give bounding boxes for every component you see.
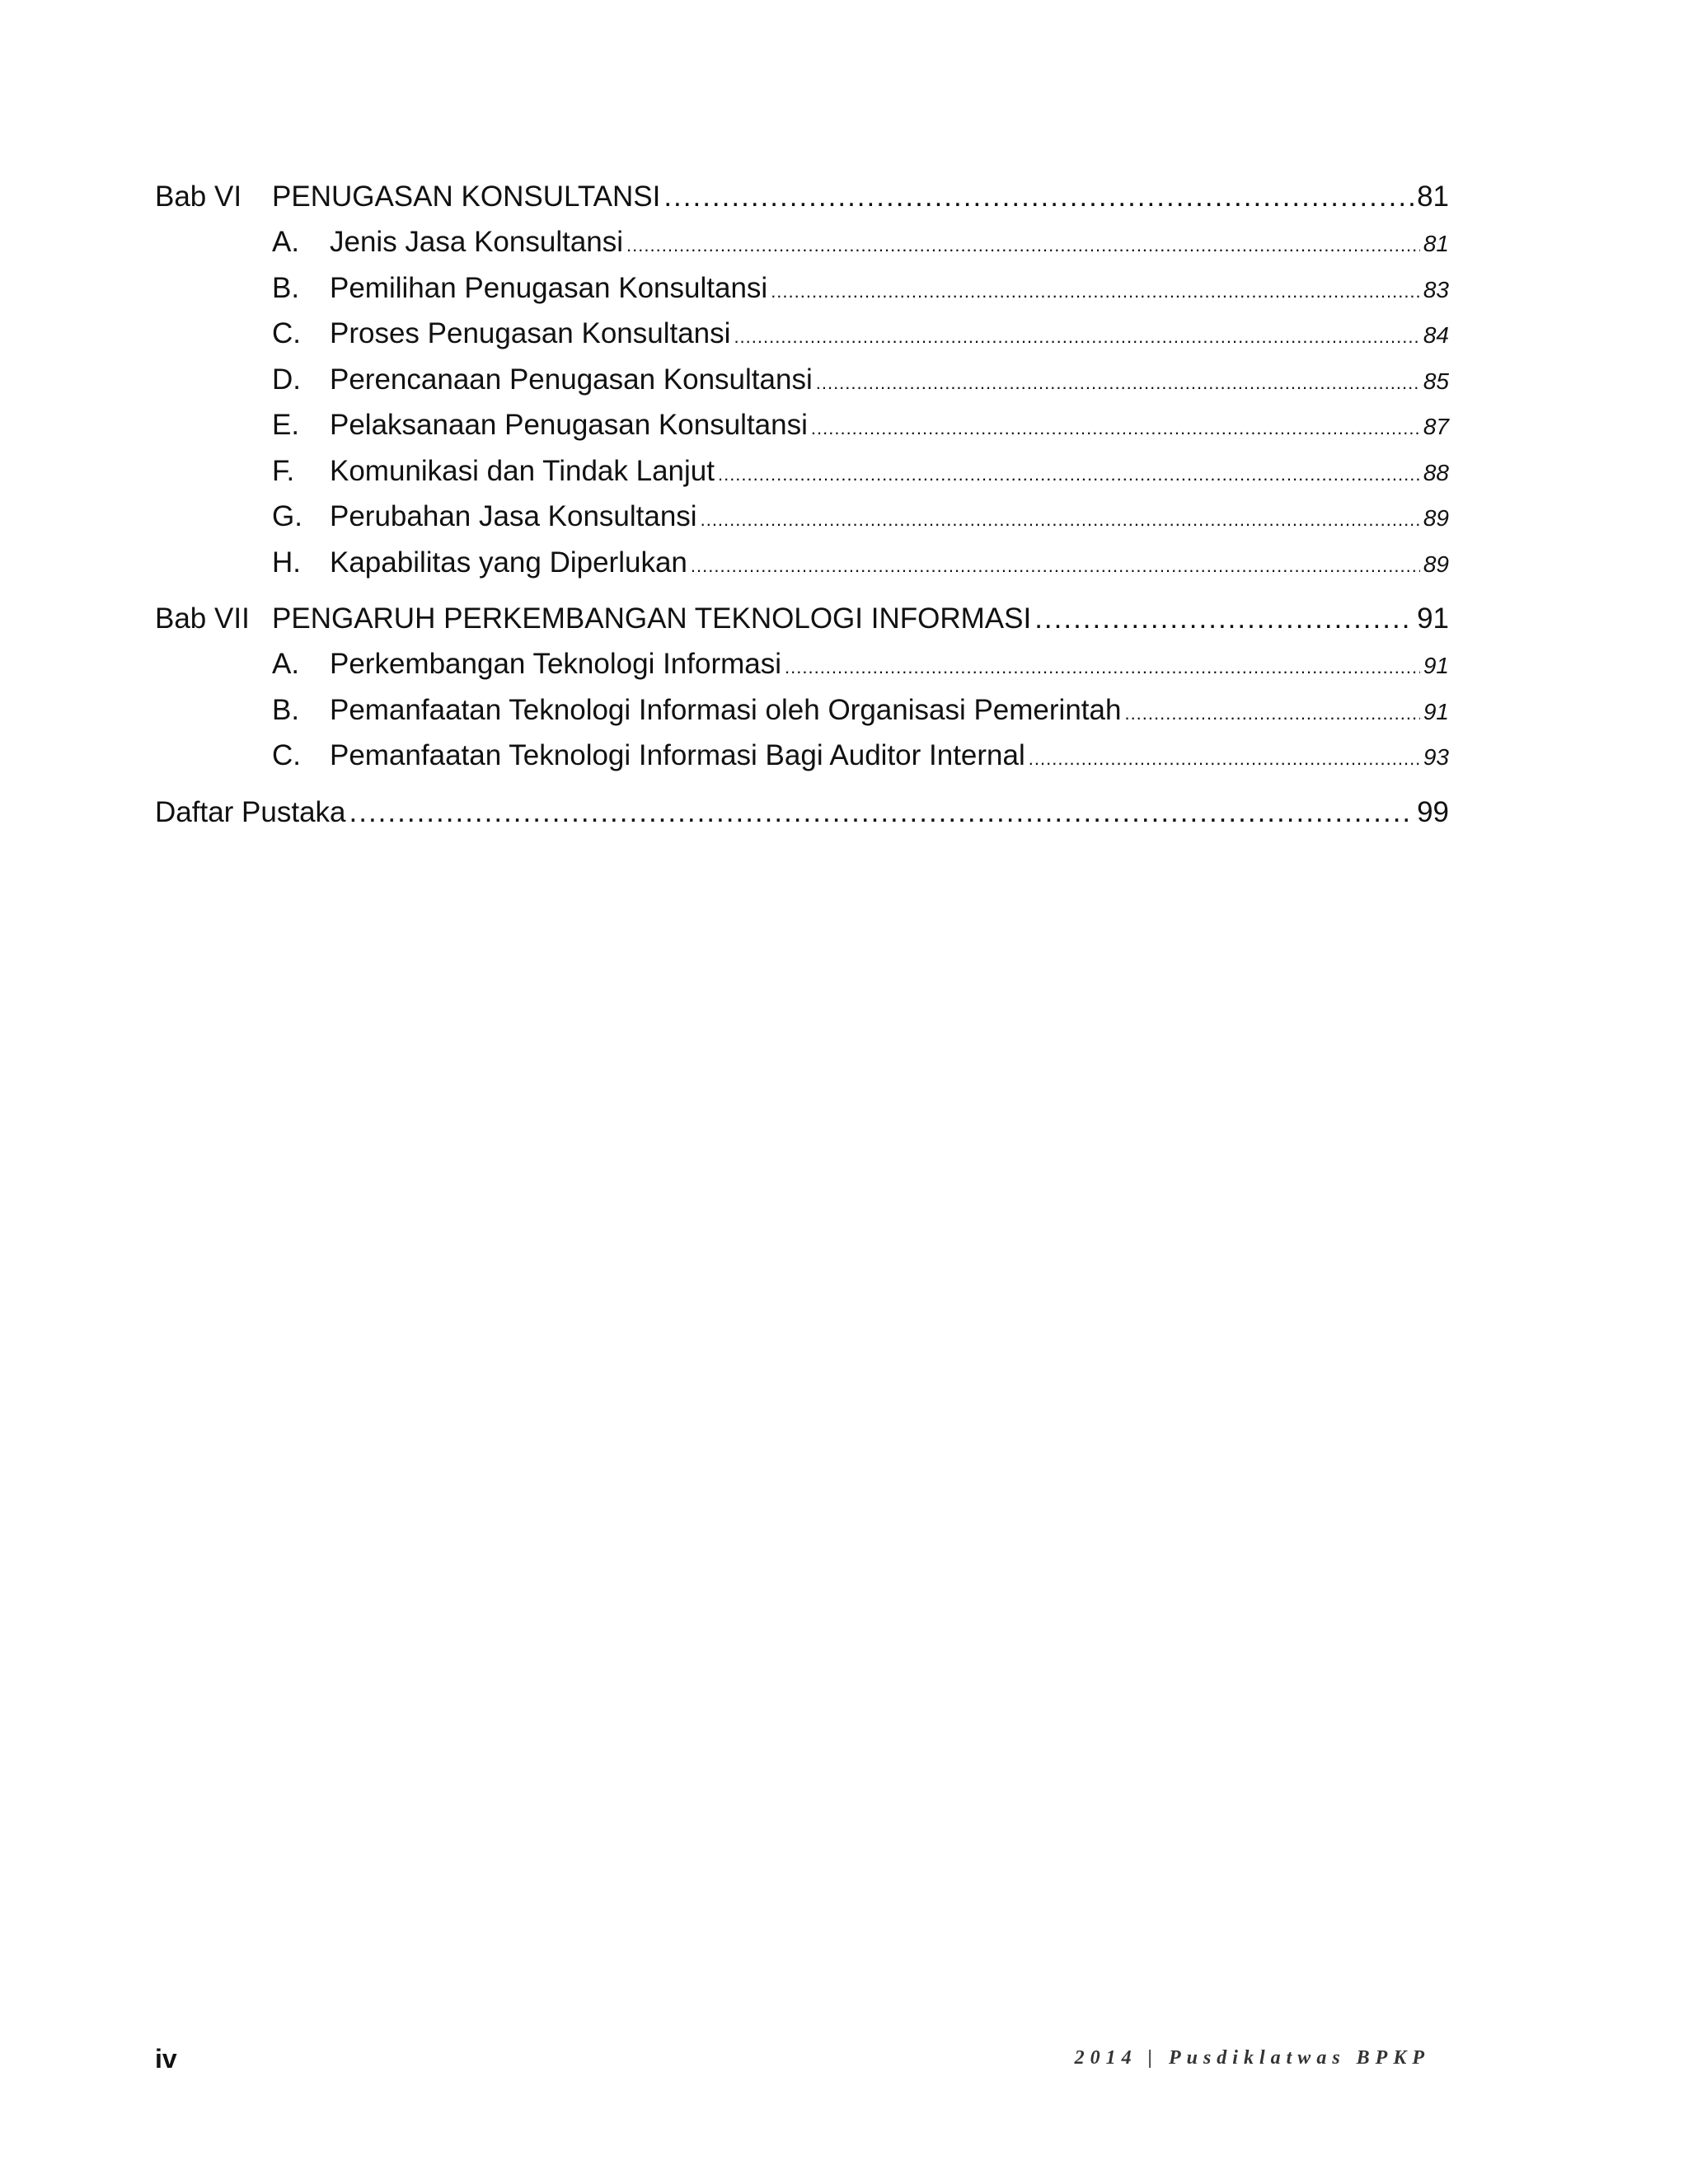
section-letter: G. bbox=[272, 500, 302, 532]
chapter-title: PENGARUH PERKEMBANGAN TEKNOLOGI INFORMASI bbox=[272, 602, 1032, 635]
section-title: Komunikasi dan Tindak Lanjut bbox=[330, 454, 715, 487]
toc-section-row[interactable] bbox=[155, 448, 1449, 494]
chapter-label: Bab VI bbox=[155, 180, 242, 213]
section-page-number: 87 bbox=[1423, 414, 1449, 439]
chapter-title: PENUGASAN KONSULTANSI bbox=[272, 180, 661, 213]
dot-leader bbox=[1029, 736, 1420, 782]
dot-leader bbox=[349, 790, 1414, 835]
section-title: Pelaksanaan Penugasan Konsultansi bbox=[330, 409, 808, 441]
dot-leader bbox=[691, 543, 1420, 589]
dot-leader bbox=[734, 314, 1419, 360]
table-of-contents bbox=[155, 175, 1449, 835]
chapter-label: Bab VII bbox=[155, 602, 250, 635]
dot-leader bbox=[785, 644, 1420, 691]
section-title: Perencanaan Penugasan Konsultansi bbox=[330, 363, 813, 396]
dot-leader bbox=[626, 223, 1420, 269]
section-page-number: 88 bbox=[1423, 459, 1449, 485]
section-title: Pemilihan Penugasan Konsultansi bbox=[330, 271, 768, 304]
section-page-number: 91 bbox=[1423, 698, 1449, 724]
section-title: Kapabilitas yang Diperlukan bbox=[330, 546, 687, 579]
toc-section-row[interactable] bbox=[155, 357, 1449, 403]
section-letter: C. bbox=[272, 317, 301, 349]
section-page-number: 83 bbox=[1423, 276, 1449, 302]
toc-section-row[interactable] bbox=[155, 540, 1449, 586]
section-page-number: 85 bbox=[1423, 368, 1449, 394]
toc-chapter-row[interactable] bbox=[155, 597, 1449, 641]
section-letter: D. bbox=[272, 363, 301, 396]
toc-bibliography-row[interactable] bbox=[155, 790, 1449, 835]
dot-leader bbox=[701, 497, 1420, 543]
chapter-page-number: 81 bbox=[1417, 180, 1449, 213]
section-letter: C. bbox=[272, 739, 301, 771]
dot-leader bbox=[1124, 691, 1419, 737]
dot-leader bbox=[816, 360, 1420, 406]
section-page-number: 84 bbox=[1423, 322, 1449, 348]
section-letter: E. bbox=[272, 409, 300, 441]
toc-section-row[interactable] bbox=[155, 311, 1449, 357]
section-title: Pemanfaatan Teknologi Informasi Bagi Auditor Internal bbox=[330, 739, 1025, 771]
toc-section-row[interactable] bbox=[155, 265, 1449, 312]
toc-section-row[interactable] bbox=[155, 733, 1449, 779]
toc-section-row[interactable] bbox=[155, 219, 1449, 265]
section-letter: F. bbox=[272, 454, 295, 487]
dot-leader bbox=[771, 269, 1420, 315]
section-title: Pemanfaatan Teknologi Informasi oleh Organisasi Pemerintah bbox=[330, 693, 1122, 726]
bibliography-page-number: 99 bbox=[1417, 795, 1449, 828]
toc-section-row[interactable] bbox=[155, 687, 1449, 733]
toc-section-row[interactable] bbox=[155, 402, 1449, 448]
section-title: Perkembangan Teknologi Informasi bbox=[330, 648, 782, 680]
dot-leader bbox=[663, 175, 1414, 219]
toc-section-row[interactable] bbox=[155, 494, 1449, 540]
dot-leader bbox=[718, 452, 1420, 498]
section-page-number: 89 bbox=[1423, 505, 1449, 531]
section-letter: B. bbox=[272, 271, 300, 304]
footer-publisher: 2014 | Pusdiklatwas BPKP bbox=[1074, 2047, 1430, 2069]
section-title: Perubahan Jasa Konsultansi bbox=[330, 500, 697, 532]
footer-page-number: iv bbox=[155, 2044, 177, 2074]
chapter-page-number: 91 bbox=[1417, 602, 1449, 635]
section-title: Jenis Jasa Konsultansi bbox=[330, 226, 624, 258]
section-page-number: 81 bbox=[1423, 231, 1449, 256]
toc-section-row[interactable] bbox=[155, 641, 1449, 687]
section-letter: H. bbox=[272, 546, 301, 579]
section-letter: A. bbox=[272, 226, 300, 258]
section-letter: A. bbox=[272, 648, 300, 680]
dot-leader bbox=[1034, 597, 1414, 641]
bibliography-title: Daftar Pustaka bbox=[155, 795, 346, 828]
section-letter: B. bbox=[272, 693, 300, 726]
toc-chapter-row[interactable] bbox=[155, 175, 1449, 219]
section-page-number: 93 bbox=[1423, 744, 1449, 770]
section-page-number: 91 bbox=[1423, 653, 1449, 678]
section-title: Proses Penugasan Konsultansi bbox=[330, 317, 731, 349]
dot-leader bbox=[811, 405, 1420, 452]
section-page-number: 89 bbox=[1423, 551, 1449, 577]
